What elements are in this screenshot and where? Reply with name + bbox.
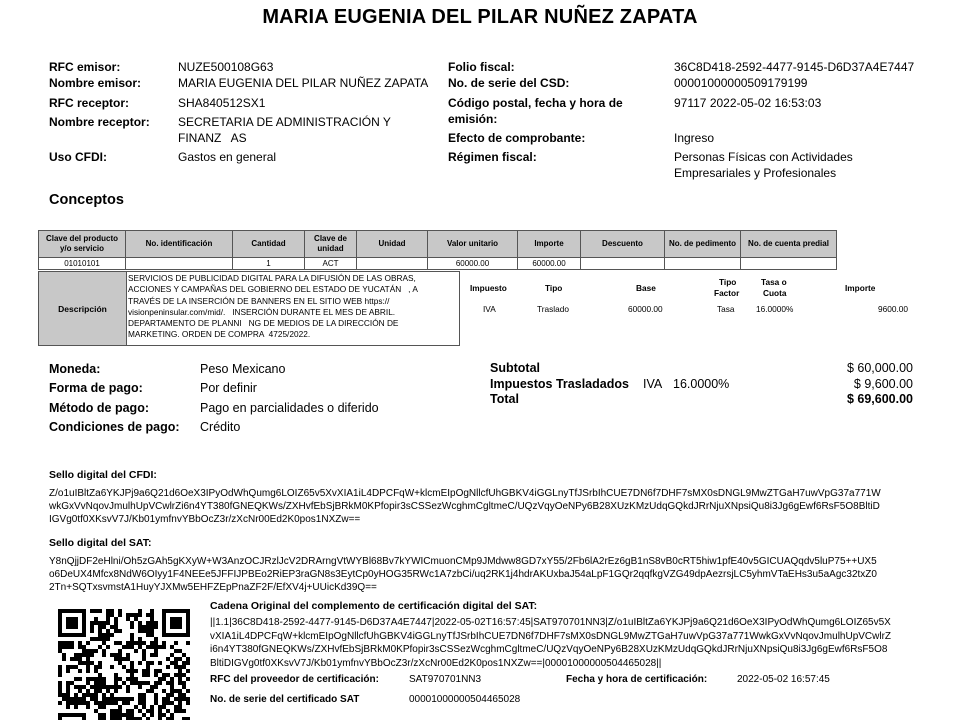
- th-descuento: Descuento: [581, 231, 665, 258]
- cell-no-identificacion: [126, 258, 233, 270]
- folio-fiscal-label: Folio fiscal:: [448, 60, 515, 74]
- total-label: Total: [490, 392, 519, 406]
- cell-cuenta-predial: [741, 258, 837, 270]
- cell-importe: 60000.00: [518, 258, 581, 270]
- descripcion-text: [128, 273, 456, 341]
- cadena-line: ||1.1|36C8D418-2592-4477-9145-D6D37A4E7447|2022-05-02T16:57:45|SAT970701NN3|Z/o1uIBltZa6YKJPj9a6Q21d6OeX3IPyOdWhQumg6LOIZ65v5X: [210, 617, 891, 628]
- nombre-receptor-value-2: FINANZ AS: [178, 131, 247, 145]
- rfc-receptor-value: SHA840512SX1: [178, 96, 266, 110]
- descripcion-box: [38, 271, 460, 346]
- descripcion-line: DEPARTAMENTO DE PLANNI NG DE MEDIOS DE LA DIRECCIÓN DE: [128, 318, 399, 329]
- cell-no-pedimento: [665, 258, 741, 270]
- nombre-receptor-value: SECRETARIA DE ADMINISTRACIÓN Y: [178, 115, 391, 129]
- subtotal-value: $ 60,000.00: [846, 361, 913, 375]
- cadena-label: Cadena Original del complemento de certificación digital del SAT:: [210, 600, 538, 612]
- descripcion-label: Descripción: [39, 272, 127, 345]
- sello-sat-line: 2Tn+SQTxsvmstA1HuyYJXMw5EHFZEpPnaZF2F/EfXV4j+UUicKd39Q==: [49, 582, 377, 593]
- total-value: $ 69,600.00: [846, 392, 913, 406]
- regimen-value: Personas Físicas con Actividades: [674, 150, 853, 164]
- th-unidad: Unidad: [357, 231, 428, 258]
- nombre-emisor-value: MARIA EUGENIA DEL PILAR NUÑEZ ZAPATA: [178, 76, 429, 90]
- rfc-proveedor-label: RFC del proveedor de certificación:: [210, 674, 379, 685]
- fecha-certificacion-label: Fecha y hora de certificación:: [566, 674, 708, 685]
- cell-cantidad: 1: [233, 258, 305, 270]
- document-title: MARIA EUGENIA DEL PILAR NUÑEZ ZAPATA: [262, 6, 698, 28]
- subtotal-label: Subtotal: [490, 361, 540, 375]
- cadena-line: BltiDIGVg0tf0XKsvV7J/Kb01ymfnvYBbOcZ3r/zXcNr00Ed2K0pos1NXZw==|00001000000504465028||: [210, 657, 662, 669]
- conceptos-heading: Conceptos: [49, 192, 124, 208]
- tax-tipo: Traslado: [537, 304, 569, 314]
- tax-tipo-factor: Tasa: [717, 304, 735, 314]
- uso-cfdi-label: Uso CFDI:: [49, 150, 107, 164]
- impuestos-tasa: 16.0000%: [673, 377, 730, 391]
- sello-sat-label: Sello digital del SAT:: [49, 537, 152, 549]
- cell-unidad: [357, 258, 428, 270]
- tax-h-tasa: Tasa o: [761, 277, 787, 287]
- descripcion-line: TRAVÉS DE LA INSERCIÓN DE BANNERS EN EL SITIO WEB https://: [128, 295, 390, 306]
- forma-pago-label: Forma de pago:: [49, 381, 143, 395]
- efecto-value: Ingreso: [674, 131, 715, 145]
- sello-cfdi-line: Z/o1uIBltZa6YKJPj9a6Q21d6OeX3IPyOdWhQumg6LOIZ65v5XvXIA1iL4DPCFqW+klcmEIpOgNllcfUhGBKV4iGGLnyTfJSrbIhCUE7DN6f7DHF7sMX0sDNGL9MwZTGaH7uwVpG37a771W: [49, 488, 881, 499]
- tax-importe: 9600.00: [878, 304, 908, 314]
- tax-h-tipo: Tipo: [545, 283, 563, 293]
- table-row: [39, 258, 837, 270]
- impuestos-value: $ 9,600.00: [853, 377, 913, 391]
- serie-certificado-label: No. de serie del certificado SAT: [210, 694, 360, 705]
- th-no-identificacion: No. identificación: [126, 231, 233, 258]
- sello-cfdi-line: wkGxVvNqovJmulhUpVCwlrZi6n4YT380fGNEQKWs/ZXHvfEbSjBRkM0KPfopir3sCSSezWcghmCgltmeC/UQzVqyOeNPy6B28XUzKMzUdqGQkdJRrNjuXNpsiQu8i3Jg6gEwf6RsF5O8BltiD: [49, 501, 880, 512]
- nombre-receptor-label: Nombre receptor:: [49, 115, 150, 129]
- efecto-label: Efecto de comprobante:: [448, 131, 586, 145]
- cell-descuento: [581, 258, 665, 270]
- regimen-value-2: Empresariales y Profesionales: [674, 166, 837, 180]
- tax-impuesto: IVA: [483, 304, 496, 314]
- folio-fiscal-value: 36C8D418-2592-4477-9145-D6D37A4E7447: [674, 60, 915, 74]
- descripcion-line: ACCIONES Y CAMPAÑAS DEL GOBIERNO DEL ESTADO DE YUCATÁN , A: [128, 284, 418, 295]
- cadena-value: [210, 616, 922, 670]
- tax-h-importe: Importe: [845, 283, 876, 293]
- sello-sat-line: o6DeUX4Mfcx8NdW6OIyy1F4NEEe5JFFIJPBEo2RiEP3raGN8s3EytCp0yHOG35RWc1A7zbCi/uq2RK1j4hdrAKUxbaJ54aLpF1GQr2qqfkgVZG49dpAezrsjLC5yhmVTaEHs3u5aAgc32txZ0: [49, 569, 877, 580]
- tax-h-tasa-2: Cuota: [763, 288, 787, 298]
- cadena-line: i6n4YT380fGNEQKWs/ZXHvfEbSjBRkM0KPfopir3sCSSezWcghmCgltmeC/UQzVqyOeNPy6B28XUzKMzUdqGQkdJRrNjuXNpsiQu8i3Jg6gEwf6RsF5O8: [210, 644, 888, 655]
- rfc-emisor-value: NUZE500108G63: [178, 60, 274, 74]
- rfc-proveedor-value: SAT970701NN3: [409, 674, 482, 685]
- regimen-label: Régimen fiscal:: [448, 150, 537, 164]
- tax-tasa: 16.0000%: [756, 304, 794, 314]
- tax-h-tipo-factor: Tipo: [719, 277, 737, 287]
- tax-h-base: Base: [636, 283, 656, 293]
- conceptos-table: [38, 230, 837, 270]
- forma-pago-value: Por definir: [200, 381, 257, 395]
- fecha-certificacion-value: 2022-05-02 16:57:45: [737, 674, 830, 685]
- csd-value: 00001000000509179199: [674, 76, 808, 90]
- metodo-pago-label: Método de pago:: [49, 401, 149, 415]
- tax-h-tipo-factor-2: Factor: [714, 288, 740, 298]
- th-importe: Importe: [518, 231, 581, 258]
- th-valor-unitario: Valor unitario: [428, 231, 518, 258]
- qr-code-graphic: [58, 609, 190, 720]
- th-no-pedimento: No. de pedimento: [665, 231, 741, 258]
- uso-cfdi-value: Gastos en general: [178, 150, 277, 164]
- serie-certificado-value: 00001000000504465028: [409, 694, 521, 705]
- cp-label: Código postal, fecha y hora de: [448, 96, 623, 110]
- nombre-emisor-label: Nombre emisor:: [49, 76, 142, 90]
- condiciones-value: Crédito: [200, 420, 241, 434]
- moneda-label: Moneda:: [49, 362, 101, 376]
- sello-sat-line: Y8nQjjDF2eHlni/Oh5zGAh5gKXyW+W3AnzOCJRzlJcV2DRArngVtWYBl68Bv7kYWICmuonCMp9JMdww8GD7xY55/2Fb6lA2rEz6gB1nS8vB0cRT5hiw1pfE40v5GICUAQqdv5luP75++UX5: [49, 556, 877, 567]
- cp-label-2: emisión:: [448, 112, 498, 126]
- cp-value: 97117 2022-05-02 16:53:03: [674, 96, 822, 110]
- cell-clave-producto: 01010101: [39, 258, 126, 270]
- condiciones-label: Condiciones de pago:: [49, 420, 180, 434]
- descripcion-line: SERVICIOS DE PUBLICIDAD DIGITAL PARA LA DIFUSIÓN DE LAS OBRAS,: [128, 273, 416, 283]
- sello-cfdi-label: Sello digital del CFDI:: [49, 469, 157, 481]
- qr-code: [58, 609, 190, 720]
- metodo-pago-value: Pago en parcialidades o diferido: [200, 401, 379, 415]
- th-clave-producto: Clave del producto y/o servicio: [39, 231, 126, 258]
- rfc-emisor-label: RFC emisor:: [49, 60, 121, 74]
- cadena-line: vXIA1iL4DPCFqW+klcmEIpOgNllcfUhGBKV4iGGLnyTfJSrbIhCUE7DN6f7DHF7sMX0sDNGL9MwZTGaH7uwVpG37a771WwkGxVvNqovJmulhUpVCwlrZ: [210, 630, 892, 642]
- impuestos-tipo: IVA: [643, 377, 663, 391]
- table-header-row: [39, 231, 837, 258]
- descripcion-line: MARKETING. ORDEN DE COMPRA 4725/2022.: [128, 329, 311, 340]
- sello-cfdi-value: [49, 487, 919, 526]
- impuestos-trasladados-label: Impuestos Trasladados: [490, 377, 629, 391]
- sello-sat-value: [49, 555, 919, 594]
- sello-cfdi-line: IGVg0tf0XKsvV7J/Kb01ymfnvYBbOcZ3r/zXcNr00Ed2K0pos1NXZw==: [49, 514, 361, 525]
- descripcion-line: visionpeninsular.com/mid/. INSERCIÓN DURANTE EL MES DE ABRIL.: [128, 306, 396, 317]
- csd-label: No. de serie del CSD:: [448, 76, 570, 90]
- cell-valor-unitario: 60000.00: [428, 258, 518, 270]
- rfc-receptor-label: RFC receptor:: [49, 96, 130, 110]
- moneda-value: Peso Mexicano: [200, 362, 286, 376]
- tax-base: 60000.00: [628, 304, 663, 314]
- cell-clave-unidad: ACT: [305, 258, 357, 270]
- th-clave-unidad: Clave de unidad: [305, 231, 357, 258]
- th-cantidad: Cantidad: [233, 231, 305, 258]
- tax-h-impuesto: Impuesto: [470, 283, 507, 293]
- th-cuenta-predial: No. de cuenta predial: [741, 231, 837, 258]
